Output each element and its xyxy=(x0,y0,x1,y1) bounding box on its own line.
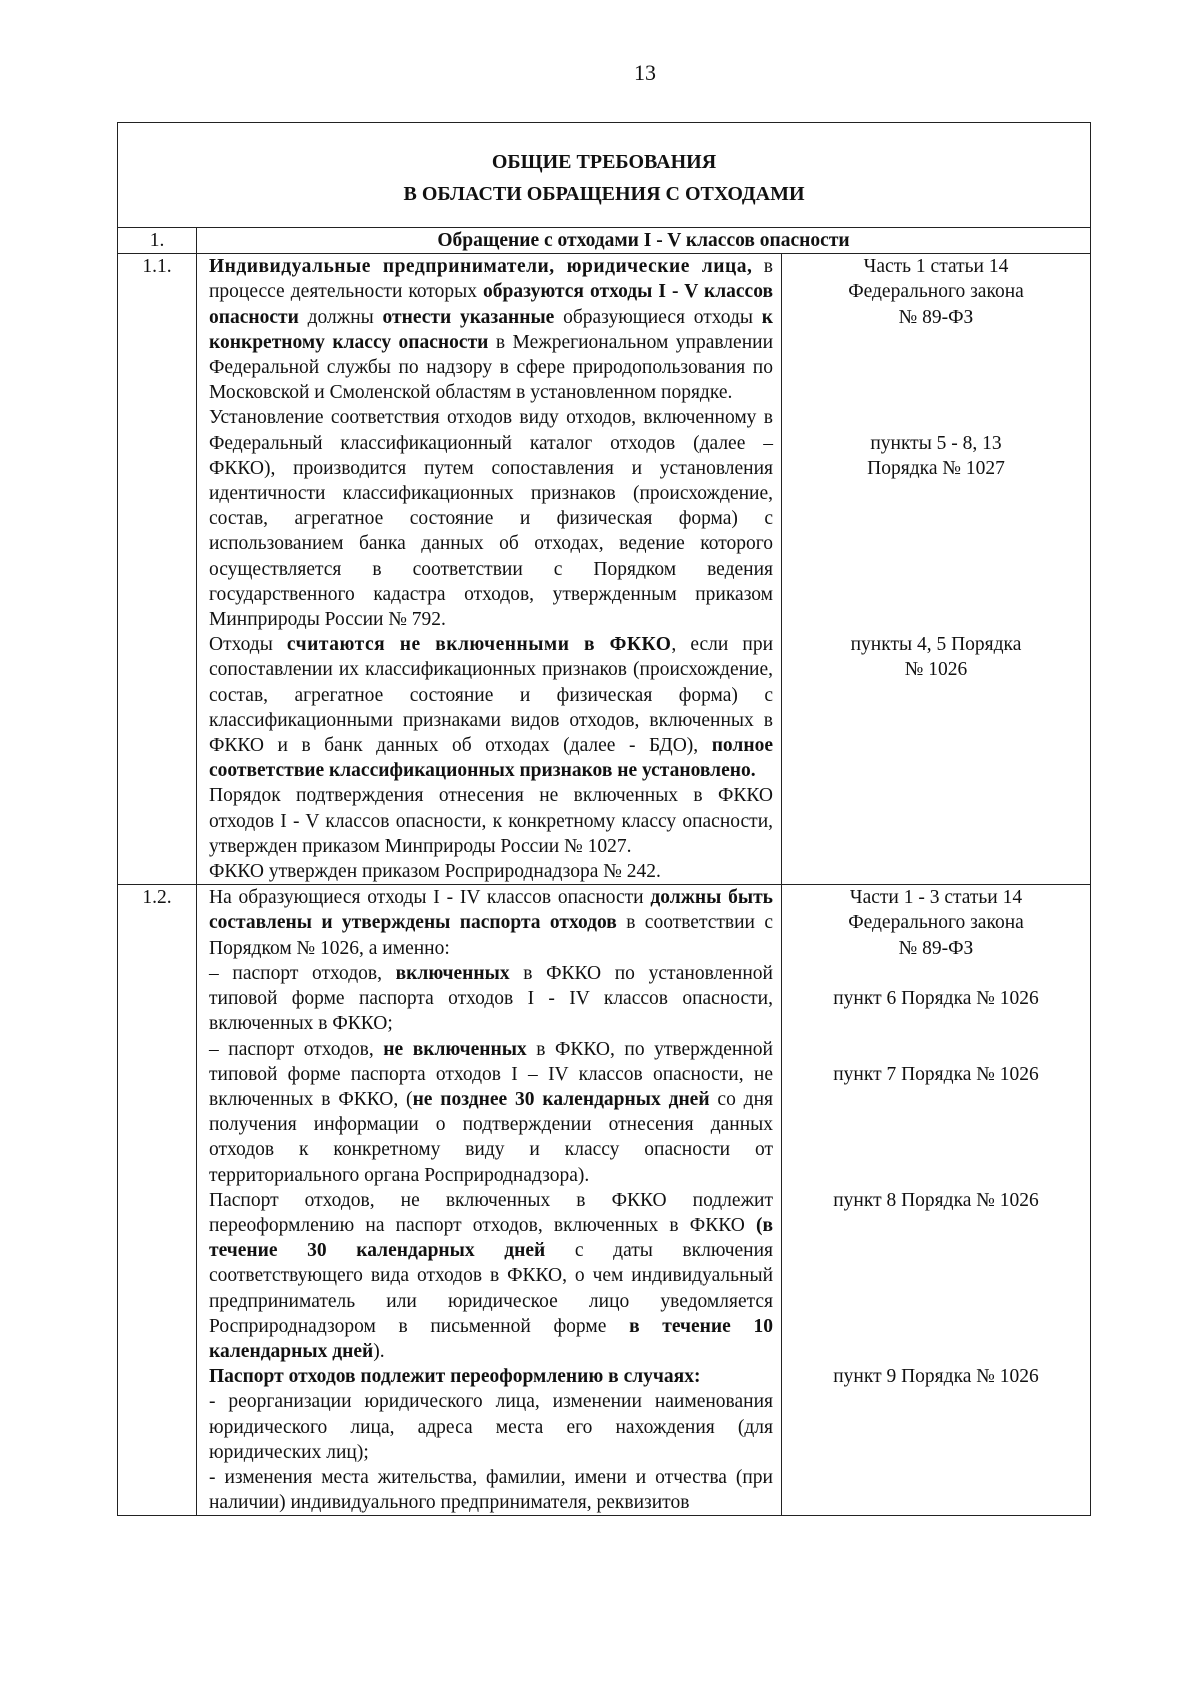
bold-text: не позднее 30 календарных дней xyxy=(412,1088,710,1110)
row-references xyxy=(782,885,1091,1516)
text: , если при сопоставлении их классификационных признаков (происхождение, состав, агрегатное состояние и физическая форма) с классификационными признаками видов отходов, включенных в ФККО и в банк данных об отходах (далее - БДО), xyxy=(209,634,774,757)
reference-line: № 89-ФЗ xyxy=(898,306,974,328)
bold-text: считаются не включенными в ФККО xyxy=(286,634,672,656)
text: образующиеся отходы xyxy=(554,306,762,328)
paragraph: - реорганизации юридического лица, изменении наименования юридического лица, адреса места его нахождения (для юридических лиц); xyxy=(209,1391,773,1463)
table-title-line-2: В ОБЛАСТИ ОБРАЩЕНИЯ С ОТХОДАМИ xyxy=(403,183,805,205)
section-title: Обращение с отходами I - V классов опасности xyxy=(197,228,1091,254)
text: с даты включения соответствующего вида отходов в ФККО, о чем индивидуальный предприниматель или юридическое лицо уведомляется Росприроднадзором в письменной форме xyxy=(209,1240,773,1337)
page-number: 13 xyxy=(634,60,656,85)
reference-line: пункты 4, 5 Порядка xyxy=(850,634,1022,656)
paragraph: ФККО утвержден приказом Росприроднадзора № 242. xyxy=(209,861,661,883)
bold-text: должны быть составлены и утверждены паспорта отходов xyxy=(209,887,773,934)
row-text xyxy=(197,885,782,1516)
text: в процессе деятельности которых xyxy=(209,256,773,303)
text: – паспорт отходов, xyxy=(209,962,396,984)
table-row xyxy=(118,254,1091,885)
table-title xyxy=(118,123,1091,228)
paragraph: Установление соответствия отходов виду отходов, включенному в Федеральный классификационный каталог отходов (далее – ФККО), производится путем сопоставления и установления идентичности классификационных признаков (происхождение, состав, агрегатное состояние и физическая форма) с использованием банка данных об отходах, ведение которого осуществляется в соответствии с Порядком ведения государственного кадастра отходов, утвержденным приказом Минприроды России № 792. xyxy=(209,407,773,631)
bold-text: не включенных xyxy=(383,1038,527,1060)
requirements-table xyxy=(117,122,1091,1516)
text: в ФККО по установленной типовой форме паспорта отходов I - IV классов опасности, включенных в ФККО; xyxy=(209,962,773,1035)
table-title-line-1: ОБЩИЕ ТРЕБОВАНИЯ xyxy=(491,151,717,173)
paragraph xyxy=(209,254,773,405)
bold-text: к конкретному классу опасности xyxy=(209,306,774,353)
paragraph: Паспорт отходов подлежит переоформлению в случаях: xyxy=(209,1366,701,1388)
reference-line: Федерального закона xyxy=(848,912,1024,934)
reference-line: Части 1 - 3 статьи 14 xyxy=(849,887,1023,909)
text: – паспорт отходов, xyxy=(209,1038,384,1060)
bold-text: образуются отходы I - V классов опасности xyxy=(209,281,773,328)
paragraph xyxy=(209,1037,773,1188)
reference-line: Часть 1 статьи 14 xyxy=(863,256,1009,278)
bold-text: (в течение 30 календарных дней xyxy=(209,1214,773,1262)
table-header-row xyxy=(118,123,1091,228)
text: в соответствии с Порядком № 1026, а именно: xyxy=(209,912,773,959)
text: в Межрегиональном управлении Федеральной службы по надзору в сфере природопользования по Московской и Смоленской областям в установленном порядке. xyxy=(209,331,774,404)
paragraph xyxy=(209,885,773,961)
paragraph xyxy=(209,961,773,1037)
text: Паспорт отходов, не включенных в ФККО подлежит переоформлению на паспорт отходов, включенных в ФККО xyxy=(209,1189,773,1236)
text: На образующиеся отходы I - IV классов опасности xyxy=(209,887,651,909)
row-text xyxy=(197,254,782,885)
section-number: 1. xyxy=(118,228,197,254)
text: со дня получения информации о подтверждении отнесения данных отходов к конкретному виду и классу опасности от территориального органа Росприроднадзора). xyxy=(209,1088,774,1186)
bold-text: отнести указанные xyxy=(382,306,555,328)
text: ). xyxy=(373,1340,385,1362)
table-row xyxy=(118,885,1091,1516)
reference-line: Федерального закона xyxy=(848,281,1024,303)
reference-line: пункт 9 Порядка № 1026 xyxy=(833,1366,1039,1388)
row-number: 1.2. xyxy=(118,885,197,1516)
reference-line: пункт 8 Порядка № 1026 xyxy=(833,1189,1039,1211)
text: должны xyxy=(298,306,383,328)
reference-line: пункт 7 Порядка № 1026 xyxy=(833,1063,1039,1085)
paragraph xyxy=(209,1188,773,1364)
reference-line: пункты 5 - 8, 13 xyxy=(870,432,1002,454)
reference-line: пункт 6 Порядка № 1026 xyxy=(833,988,1039,1010)
row-number: 1.1. xyxy=(118,254,197,885)
text: в ФККО, по утвержденной типовой форме паспорта отходов I – IV классов опасности, не включенных в ФККО, ( xyxy=(209,1038,773,1110)
paragraph: Порядок подтверждения отнесения не включенных в ФККО отходов I - V классов опасности, к конкретному классу опасности, утвержден приказом Минприроды России № 1027. xyxy=(209,785,773,857)
bold-text: в течение 10 календарных дней xyxy=(209,1315,773,1362)
bold-text: включенных xyxy=(395,962,510,984)
reference-line: № 1026 xyxy=(904,659,968,681)
bold-text: Индивидуальные предприниматели, юридические лица, xyxy=(209,256,753,278)
paragraph xyxy=(209,632,773,783)
reference-line: № 89-ФЗ xyxy=(898,937,974,959)
section-row xyxy=(118,228,1091,254)
paragraph: - изменения места жительства, фамилии, имени и отчества (при наличии) индивидуального предпринимателя, реквизитов xyxy=(209,1466,773,1514)
bold-text: полное соответствие классификационных признаков не установлено. xyxy=(209,735,773,782)
row-references xyxy=(782,254,1091,885)
reference-line: Порядка № 1027 xyxy=(867,457,1005,479)
text: Отходы xyxy=(209,634,287,656)
